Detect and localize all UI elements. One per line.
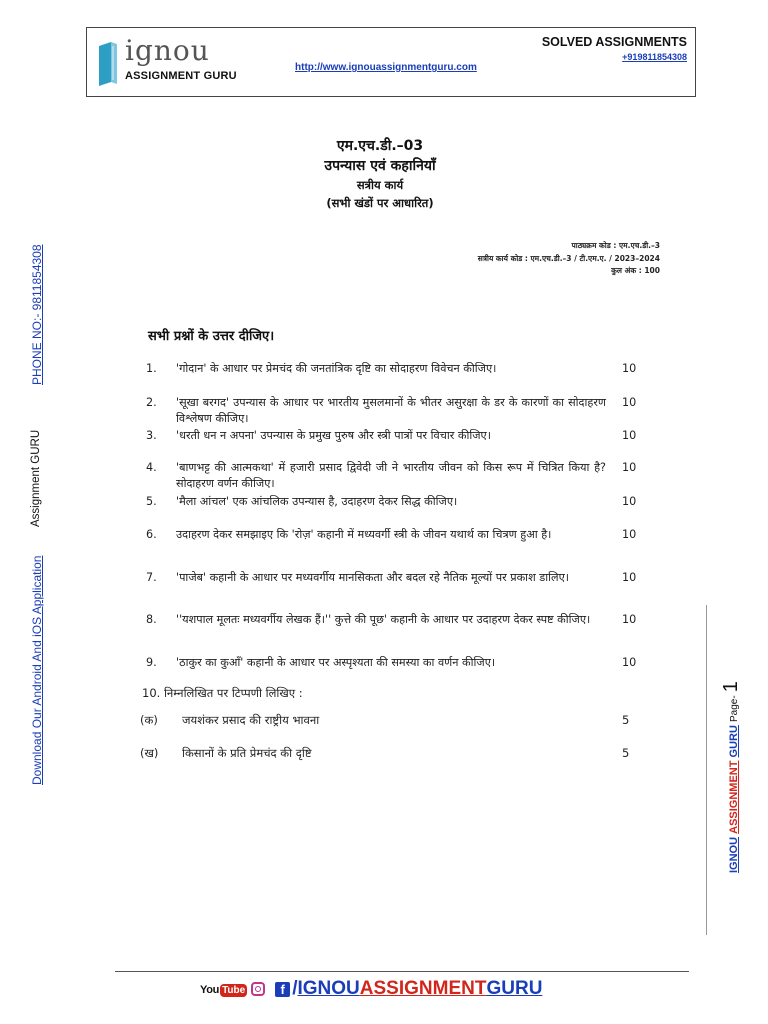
footer-slash: / [292, 978, 298, 999]
assignment-meta [478, 240, 660, 278]
assignment-label: सत्रीय कार्य [356, 178, 404, 192]
question-text: 'बाणभट्ट की आत्मकथा' में हजारी प्रसाद द्विवेदी जी ने भारतीय जीवन को किस रूप में चित्रित किया है? सोदाहरण वर्णन कीजिए। [176, 461, 606, 490]
youtube-tube-text: Tube [222, 985, 246, 996]
social-handle-link[interactable] [298, 978, 543, 1000]
question-number: 5. [146, 495, 157, 508]
phone-link[interactable]: +919811854308 [622, 52, 687, 62]
question-marks: 10 [622, 613, 637, 626]
question-marks: 10 [622, 396, 637, 409]
book-logo-icon [97, 40, 119, 86]
sub-question-text: जयशंकर प्रसाद की राष्ट्रीय भावना [182, 713, 320, 727]
youtube-you-text: You [200, 984, 220, 996]
question-text: 'धरती धन न अपना' उपन्यास के प्रमुख पुरुष और स्त्री पात्रों पर विचार कीजिए। [176, 429, 491, 442]
question-text: 'मैला आंचल' एक आंचलिक उपन्यास है, उदाहरण देकर सिद्ध कीजिए। [176, 495, 458, 508]
footer-divider [115, 971, 689, 972]
instruction-text: सभी प्रश्नों के उत्तर दीजिए। [148, 329, 275, 344]
page-number: 1 [720, 681, 742, 693]
course-code-title: एम.एच.डी.–03 [336, 138, 424, 154]
social-footer [200, 977, 542, 1001]
facebook-icon[interactable]: f [275, 982, 290, 997]
brand-logo [95, 36, 255, 92]
question-marks: 10 [622, 571, 637, 584]
download-app-link[interactable]: Download Our Android And iOS Application [30, 555, 44, 785]
header-title: SOLVED ASSIGNMENTS [541, 35, 687, 49]
vertical-phone-link[interactable]: PHONE NO:- 9811854308 [30, 244, 44, 385]
logo-text: ignou [125, 34, 210, 67]
question-number: 8. [146, 613, 157, 626]
vertical-guru: GURU [728, 725, 740, 758]
right-divider [706, 605, 707, 935]
instagram-icon[interactable] [251, 982, 265, 996]
question-text: 'सूखा बरगद' उपन्यास के आधार पर भारतीय मुसलमानों के भीतर असुरक्षा के डर के कारणों का सोदाहरण विश्लेषण कीजिए। [176, 396, 606, 425]
question-10-heading: 10. निम्नलिखित पर टिप्पणी लिखिए : [142, 686, 303, 700]
question-text: 'गोदान' के आधार पर प्रेमचंद की जनतांत्रिक दृष्टि का सोदाहरण विवेचन कीजिए। [176, 362, 497, 375]
question-text: 'ठाकुर का कुआँ' कहानी के आधार पर अस्पृश्यता की समस्या का वर्णन कीजिए। [176, 656, 496, 669]
question-text: 'पाजेब' कहानी के आधार पर मध्यवर्गीय मानसिकता और बदल रहे नैतिक मूल्यों पर प्रकाश डालिए। [176, 571, 570, 584]
question-text: उदाहरण देकर समझाइए कि 'रोज़' कहानी में मध्यवर्गी स्त्री के जीवन यथार्थ का चित्रण हुआ है। [176, 528, 552, 541]
course-name: उपन्यास एवं कहानियाँ [324, 158, 436, 174]
question-marks: 10 [622, 429, 637, 442]
question-marks: 10 [622, 495, 637, 508]
logo-subtitle: ASSIGNMENT GURU [125, 70, 237, 82]
total-marks: कुल अंक : 100 [611, 266, 660, 275]
question-number: 7. [146, 571, 157, 584]
vertical-assignment: ASSIGNMENT [728, 760, 740, 834]
question-number: 1. [146, 362, 157, 375]
question-number: 4. [146, 461, 157, 474]
question-marks: 10 [622, 656, 637, 669]
question-text: ''यशपाल मूलतः मध्यवर्गीय लेखक हैं।'' कुत्ते की पूछ' कहानी के आधार पर उदाहरण देकर स्पष्ट कीजिए। [176, 613, 591, 626]
website-link[interactable]: http://www.ignouassignmentguru.com [295, 62, 477, 73]
sub-question-marks: 5 [622, 713, 630, 727]
handle-guru: GURU [486, 978, 543, 999]
course-code: पाठ्यक्रम कोड : एम.एच.डी.–3 [571, 241, 660, 250]
page-label: Page- [729, 695, 740, 723]
sub-question-label: (ख) [140, 746, 159, 760]
question-marks: 10 [622, 461, 637, 474]
question-marks: 10 [622, 528, 637, 541]
sub-question-marks: 5 [622, 746, 630, 760]
assignment-code: सत्रीय कार्य कोड : एम.एच.डी.–3 / टी.एम.ए. / 2023–2024 [477, 253, 660, 263]
sub-question-text: किसानों के प्रति प्रेमचंद की दृष्टि [182, 746, 312, 760]
youtube-icon[interactable] [200, 980, 247, 998]
question-number: 9. [146, 656, 157, 669]
page-footer-vertical [720, 681, 743, 873]
question-number: 6. [146, 528, 157, 541]
handle-ignou: IGNOU [297, 978, 360, 999]
sub-question-label: (क) [140, 713, 158, 727]
course-title-block [200, 136, 560, 212]
handle-assignment: ASSIGNMENT [359, 978, 487, 999]
vertical-ignou: IGNOU [728, 836, 740, 873]
question-number: 3. [146, 429, 157, 442]
question-marks: 10 [622, 362, 637, 375]
vertical-brand-text: Assignment GURU [30, 429, 42, 527]
question-number: 2. [146, 396, 157, 409]
assignment-scope: (सभी खंडों पर आधारित) [326, 196, 434, 210]
document-header [86, 27, 696, 97]
